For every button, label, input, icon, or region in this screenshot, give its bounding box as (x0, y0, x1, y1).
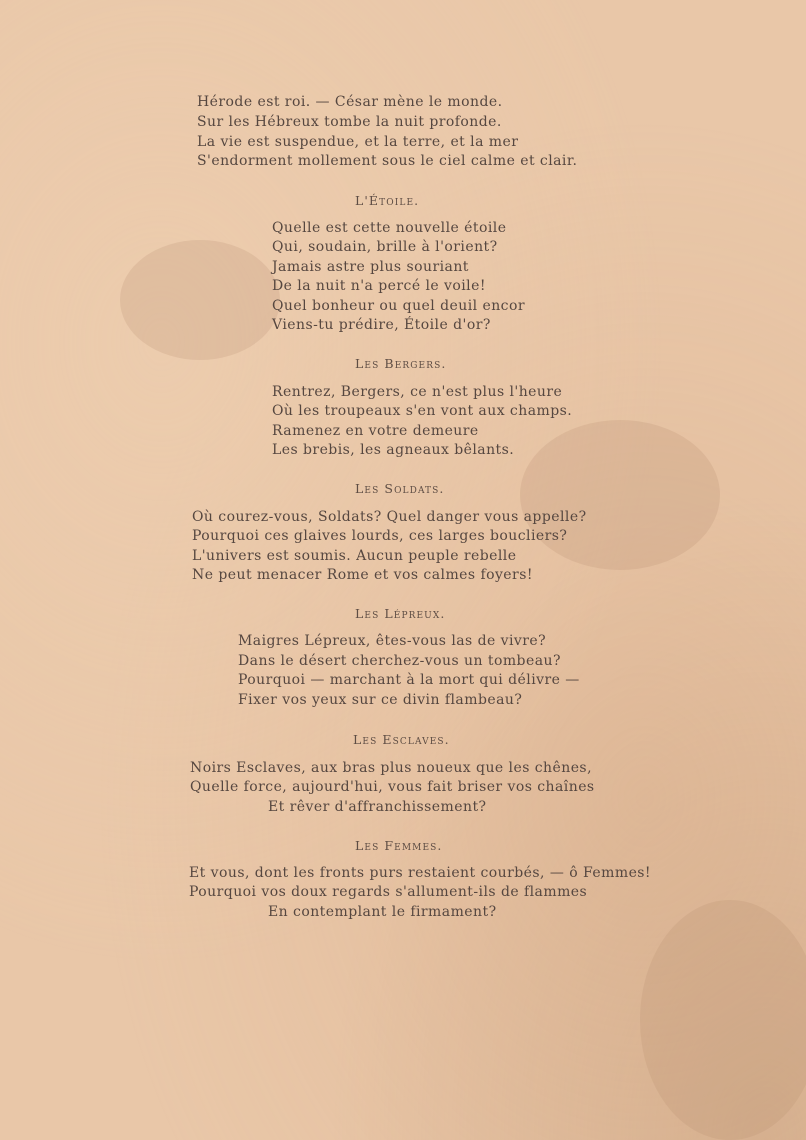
verse-line: Pourquoi vos doux regards s'allument-ils de flammes (189, 884, 588, 900)
verse-line: Et vous, dont les fronts purs restaient courbés, — ô Femmes! (189, 865, 652, 881)
verse-line: Où les troupeaux s'en vont aux champs. (272, 403, 573, 419)
section-heading-femmes: Les Femmes. (355, 838, 443, 853)
section-heading-esclaves: Les Esclaves. (353, 732, 450, 747)
verse-line: Quelle est cette nouvelle étoile (272, 220, 507, 236)
verse-line: Pourquoi — marchant à la mort qui délivre — (238, 672, 580, 688)
verse-line: Où courez-vous, Soldats? Quel danger vous appelle? (192, 509, 587, 525)
section-heading-lepreux: Les Lépreux. (355, 606, 446, 621)
verse-line: L'univers est soumis. Aucun peuple rebelle (192, 548, 517, 564)
verse-line: Qui, soudain, brille à l'orient? (272, 239, 498, 255)
verse-line: Et rêver d'affranchissement? (268, 799, 487, 815)
verse-line: Dans le désert cherchez-vous un tombeau? (238, 653, 561, 669)
paper-stain (640, 900, 806, 1140)
verse-line: De la nuit n'a percé le voile! (272, 278, 486, 294)
verse-line: Quelle force, aujourd'hui, vous fait briser vos chaînes (190, 779, 595, 795)
verse-line: La vie est suspendue, et la terre, et la mer (197, 134, 519, 150)
paper-stain (520, 420, 720, 570)
verse-line: Ramenez en votre demeure (272, 423, 479, 439)
verse-line: S'endorment mollement sous le ciel calme et clair. (197, 153, 578, 169)
verse-line: Hérode est roi. — César mène le monde. (197, 94, 503, 110)
paper-stain (120, 240, 280, 360)
verse-line: Ne peut menacer Rome et vos calmes foyers! (192, 567, 533, 583)
verse-line: Quel bonheur ou quel deuil encor (272, 298, 525, 314)
verse-line: Maigres Lépreux, êtes-vous las de vivre? (238, 633, 547, 649)
verse-line: Jamais astre plus souriant (272, 259, 469, 275)
verse-line: Pourquoi ces glaives lourds, ces larges boucliers? (192, 528, 568, 544)
verse-line: Rentrez, Bergers, ce n'est plus l'heure (272, 384, 563, 400)
verse-line: Sur les Hébreux tombe la nuit profonde. (197, 114, 502, 130)
section-heading-etoile: L'Étoile. (355, 193, 420, 208)
section-heading-bergers: Les Bergers. (355, 356, 447, 371)
verse-line: En contemplant le firmament? (268, 904, 497, 920)
verse-line: Fixer vos yeux sur ce divin flambeau? (238, 692, 523, 708)
verse-line: Viens-tu prédire, Étoile d'or? (272, 317, 491, 333)
verse-line: Noirs Esclaves, aux bras plus noueux que les chênes, (190, 760, 592, 776)
verse-line: Les brebis, les agneaux bêlants. (272, 442, 515, 458)
section-heading-soldats: Les Soldats. (355, 481, 445, 496)
